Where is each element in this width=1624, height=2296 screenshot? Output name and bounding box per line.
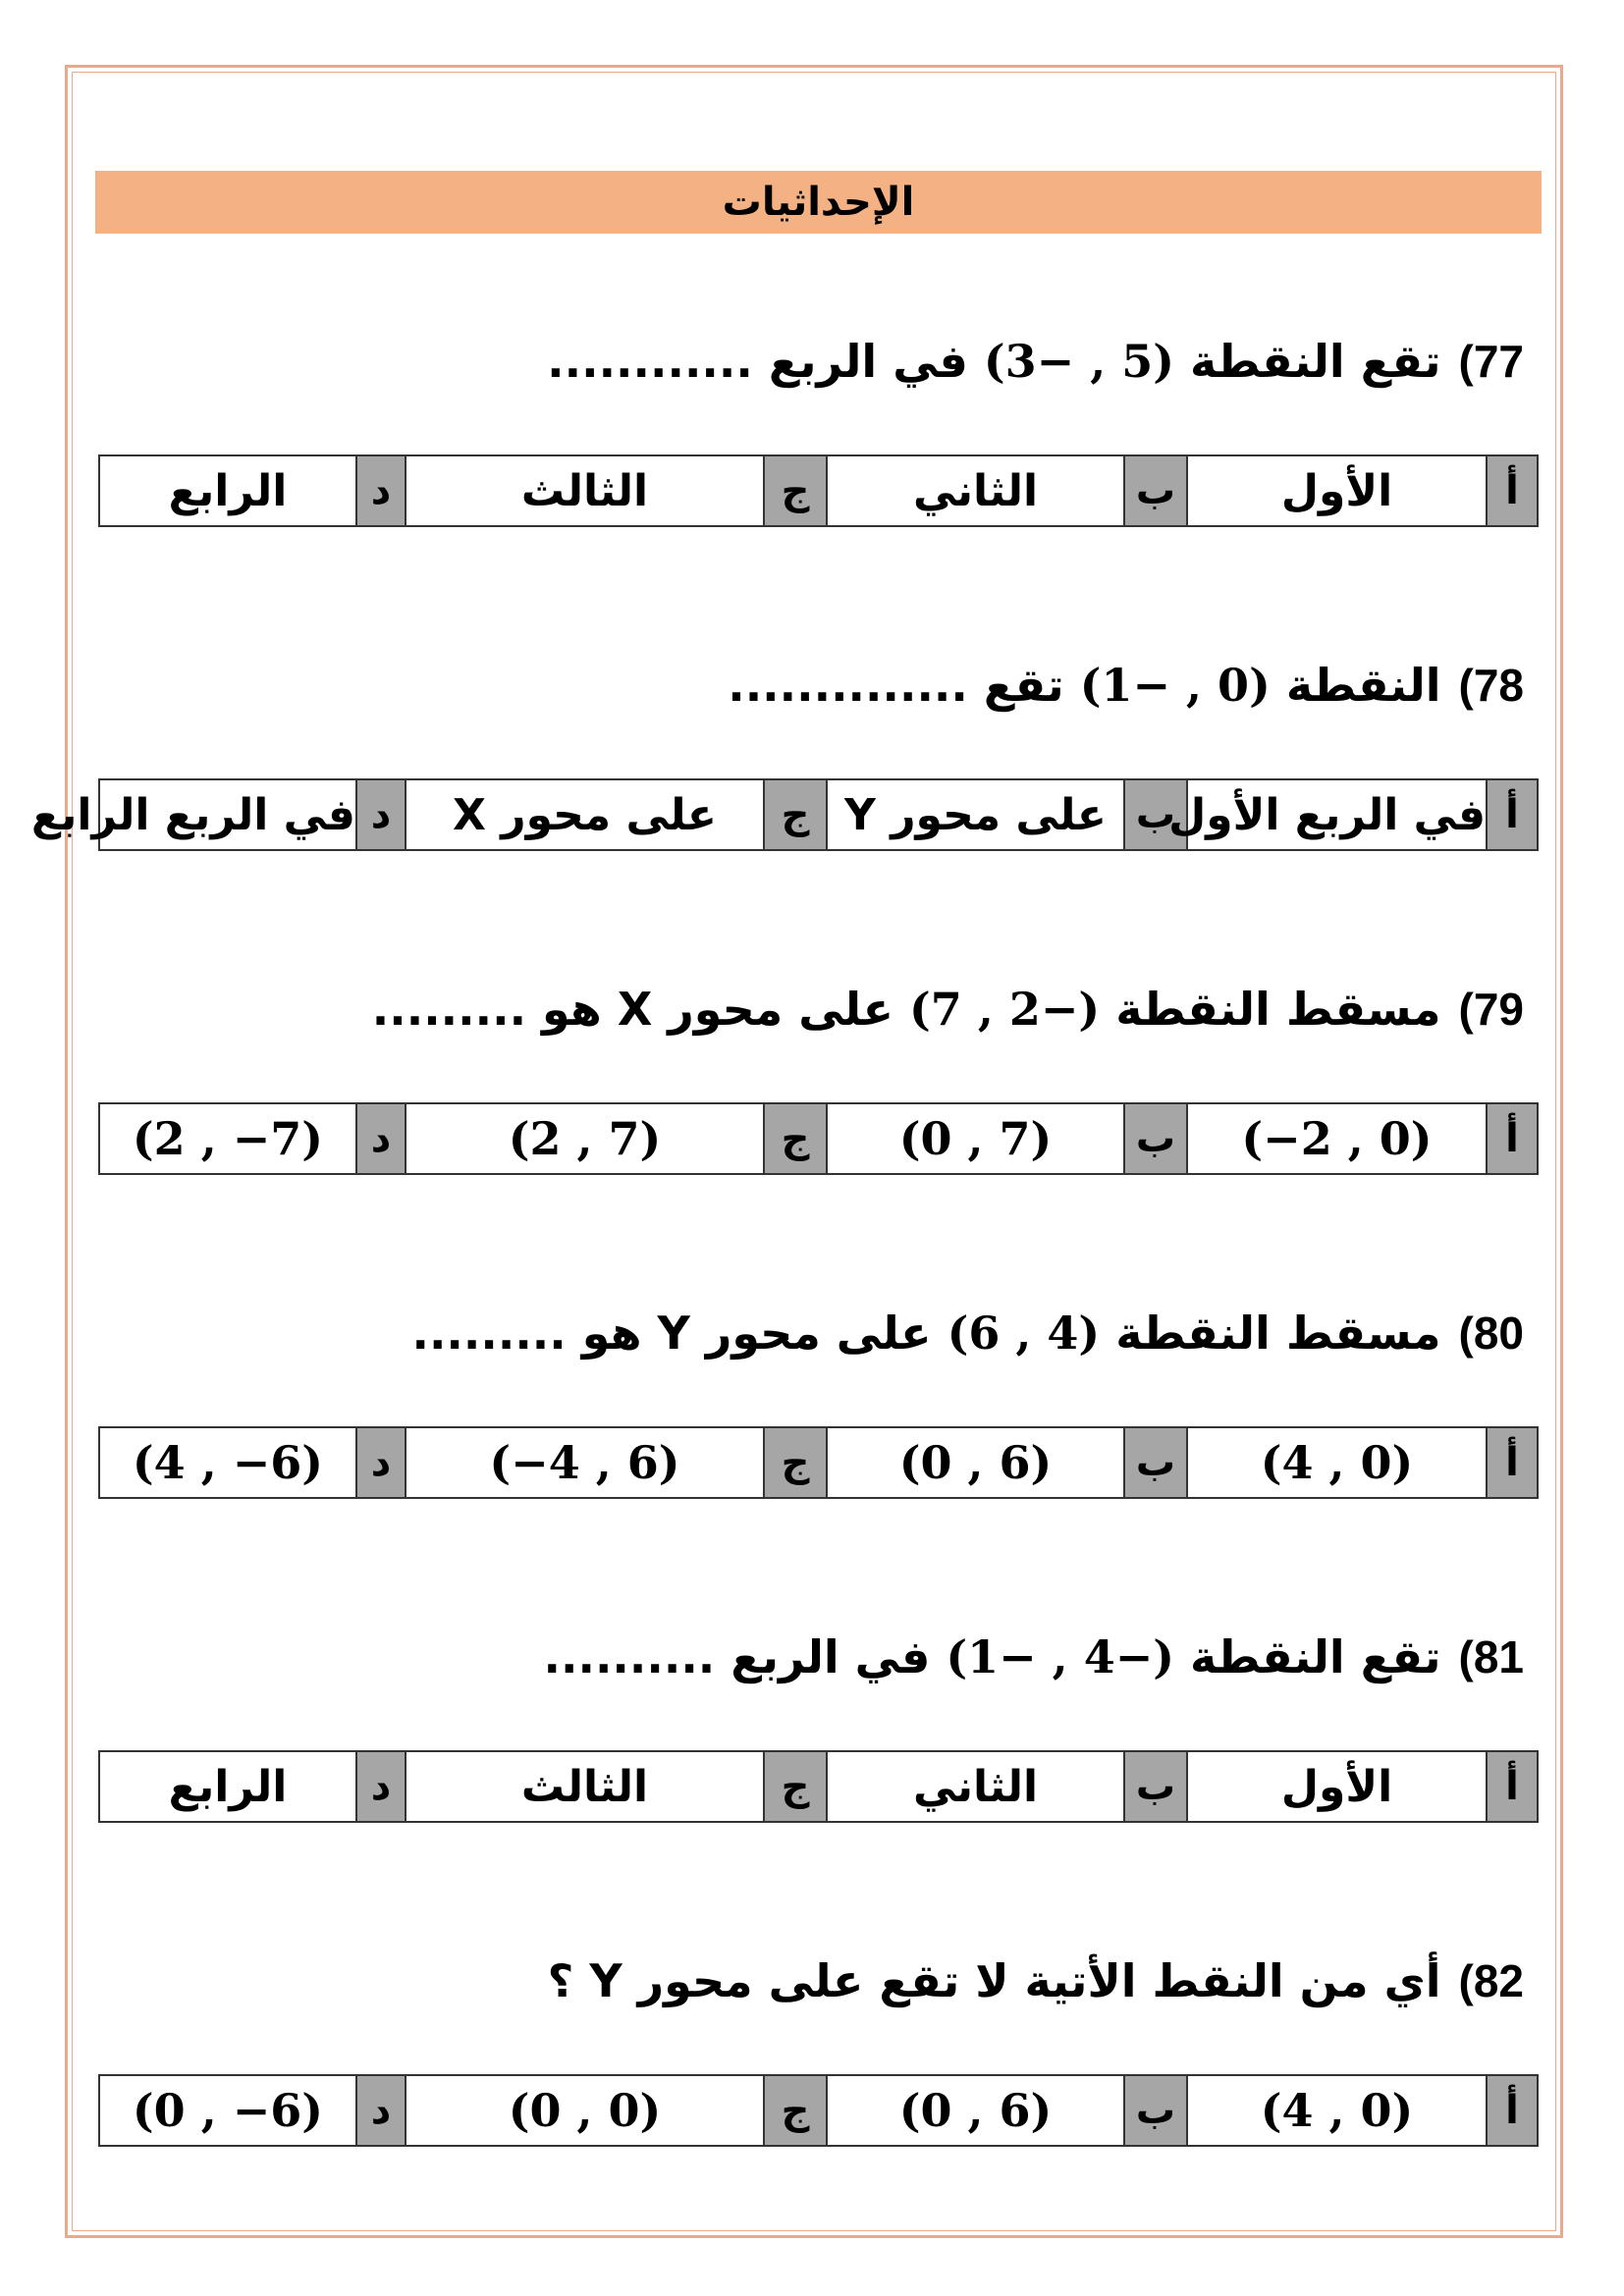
option-letter: ب	[1124, 1103, 1187, 1174]
option-letter: د	[356, 1427, 406, 1498]
question-number: 80)	[1458, 1308, 1524, 1359]
option-answer[interactable]: (2 , −7)	[99, 1103, 356, 1174]
option-letter: ب	[1124, 1751, 1187, 1822]
option-letter: ج	[764, 2075, 827, 2146]
option-answer[interactable]: (0 , 6)	[827, 1427, 1124, 1498]
option-answer[interactable]: على محور X	[406, 779, 764, 850]
question-text-end: تقع ..............	[728, 659, 1064, 712]
question-text-end: على محور Y هو .........	[411, 1307, 932, 1360]
question-number: 81)	[1458, 1631, 1524, 1682]
option-answer[interactable]: (0 , −6)	[99, 2075, 356, 2146]
option-answer[interactable]: (4 , 0)	[1187, 2075, 1487, 2146]
option-letter: أ	[1487, 2075, 1538, 2146]
option-answer[interactable]: (0 , 6)	[827, 2075, 1124, 2146]
option-letter: د	[356, 1751, 406, 1822]
section-title-text: الإحداثيات	[722, 180, 915, 225]
question-text: أي من النقط الأتية لا تقع على محور Y ؟	[547, 1954, 1441, 2007]
option-answer[interactable]: الثاني	[827, 1751, 1124, 1822]
option-answer[interactable]: (4 , −6)	[99, 1427, 356, 1498]
question-text-end: في الربع ..........	[543, 1630, 931, 1683]
option-answer[interactable]: الرابع	[99, 455, 356, 526]
options-table-2	[30, 778, 1539, 851]
question-point: (7 , 2−)	[909, 983, 1101, 1036]
option-answer[interactable]: الثاني	[827, 455, 1124, 526]
question-text: مسقط النقطة	[1115, 1307, 1441, 1360]
question-2	[149, 651, 1524, 720]
option-answer[interactable]: على محور Y	[827, 779, 1124, 850]
section-title	[95, 171, 1542, 234]
options-table-4	[98, 1426, 1539, 1499]
option-answer[interactable]: (−4 , 6)	[406, 1427, 764, 1498]
option-answer[interactable]: في الربع الرابع	[99, 779, 356, 850]
option-letter: أ	[1487, 455, 1538, 526]
question-6	[149, 1947, 1524, 2015]
question-4	[149, 1299, 1524, 1367]
options-table-3	[98, 1102, 1539, 1175]
option-letter: ج	[764, 779, 827, 850]
question-number: 79)	[1458, 984, 1524, 1035]
option-letter: أ	[1487, 1427, 1538, 1498]
option-letter: أ	[1487, 1103, 1538, 1174]
option-letter: ب	[1124, 455, 1187, 526]
question-text: تقع النقطة	[1190, 1630, 1441, 1683]
option-letter: ب	[1124, 2075, 1187, 2146]
option-answer[interactable]: (0 , 0)	[406, 2075, 764, 2146]
question-number: 78)	[1458, 660, 1524, 711]
question-text: تقع النقطة	[1190, 335, 1441, 388]
question-3	[149, 975, 1524, 1043]
question-number: 77)	[1458, 336, 1524, 387]
option-answer[interactable]: (−2 , 0)	[1187, 1103, 1487, 1174]
option-answer[interactable]: الثالث	[406, 455, 764, 526]
question-text: النقطة	[1285, 659, 1441, 712]
option-answer[interactable]: الثالث	[406, 1751, 764, 1822]
option-letter: د	[356, 1103, 406, 1174]
option-letter: ب	[1124, 1427, 1187, 1498]
option-letter: د	[356, 455, 406, 526]
option-letter: ج	[764, 1103, 827, 1174]
question-number: 82)	[1458, 1955, 1524, 2006]
option-letter: أ	[1487, 779, 1538, 850]
option-answer[interactable]: (4 , 0)	[1187, 1427, 1487, 1498]
option-answer[interactable]: الأول	[1187, 1751, 1487, 1822]
option-letter: د	[356, 779, 406, 850]
option-answer[interactable]: الأول	[1187, 455, 1487, 526]
question-1	[149, 327, 1524, 396]
options-table-1	[98, 454, 1539, 527]
options-table-6	[98, 2074, 1539, 2147]
question-text-end: على محور X هو .........	[371, 983, 894, 1036]
question-point: (6 , 4)	[947, 1307, 1101, 1360]
option-answer[interactable]: الرابع	[99, 1751, 356, 1822]
question-point: (1− , 4−)	[946, 1630, 1175, 1683]
option-letter: ج	[764, 1427, 827, 1498]
option-letter: ج	[764, 1751, 827, 1822]
question-text-end: في الربع ............	[547, 335, 968, 388]
option-answer[interactable]: (0 , 7)	[827, 1103, 1124, 1174]
option-letter: ج	[764, 455, 827, 526]
option-letter: أ	[1487, 1751, 1538, 1822]
option-letter: ب	[1124, 779, 1187, 850]
question-5	[149, 1623, 1524, 1691]
question-text: مسقط النقطة	[1115, 983, 1441, 1036]
option-answer[interactable]: في الربع الأول	[1187, 779, 1487, 850]
question-point: (3− , 5)	[983, 335, 1175, 388]
question-point: (1− , 0)	[1079, 659, 1271, 712]
option-answer[interactable]: (2 , 7)	[406, 1103, 764, 1174]
options-table-5	[98, 1750, 1539, 1823]
option-letter: د	[356, 2075, 406, 2146]
